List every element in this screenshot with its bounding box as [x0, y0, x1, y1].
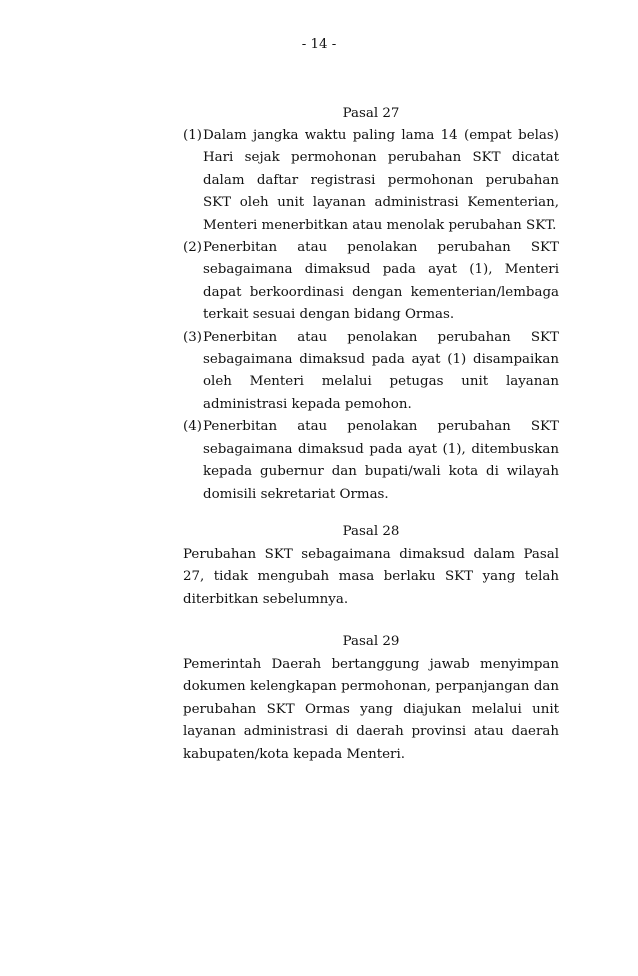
pasal-27-title: Pasal 27 [342, 106, 400, 121]
ayat-text: Dalam jangka waktu paling lama 14 (empat belas) Hari sejak permohonan perubahan SKT dicatat dalam daftar registrasi permohonan perubahan SKT oleh unit layanan administrasi Kementerian, Menteri menerbitkan atau menolak perubahan SKT. [203, 128, 559, 233]
ayat-item [183, 327, 559, 417]
ayat-number: (1) [183, 128, 202, 143]
ayat-item [183, 416, 559, 506]
ayat-item [183, 125, 559, 237]
pasal-27-ayat-list [183, 125, 559, 506]
ayat-item [183, 237, 559, 327]
ayat-text: Penerbitan atau penolakan perubahan SKT sebagaimana dimaksud pada ayat (1) disampaikan oleh Menteri melalui petugas unit layanan administrasi kepada pemohon. [203, 329, 559, 412]
pasal-29-text: Pemerintah Daerah bertanggung jawab menyimpan dokumen kelengkapan permohonan, perpanjangan dan perubahan SKT Ormas yang diajukan melalui unit layanan administrasi di daerah provinsi atau daerah kabupaten/kota kepada Menteri. [183, 657, 559, 762]
page-number: - 14 - [301, 37, 337, 52]
ayat-number: (3) [183, 329, 202, 345]
ayat-text: Penerbitan atau penolakan perubahan SKT sebagaimana dimaksud pada ayat (1), ditembuskan kepada gubernur dan bupati/wali kota di wilayah domisili sekretariat Ormas. [203, 419, 559, 502]
pasal-28-title: Pasal 28 [342, 524, 400, 539]
ayat-number: (4) [183, 419, 202, 435]
ayat-number: (2) [183, 240, 202, 256]
pasal-29-title: Pasal 29 [342, 634, 400, 649]
ayat-text: Penerbitan atau penolakan perubahan SKT sebagaimana dimaksud pada ayat (1), Menteri dapat berkoordinasi dengan kementerian/lembaga terkait sesuai dengan bidang Ormas. [203, 240, 559, 323]
pasal-28-text: Perubahan SKT sebagaimana dimaksud dalam Pasal 27, tidak mengubah masa berlaku SKT yang telah diterbitkan sebelumnya. [183, 547, 559, 607]
